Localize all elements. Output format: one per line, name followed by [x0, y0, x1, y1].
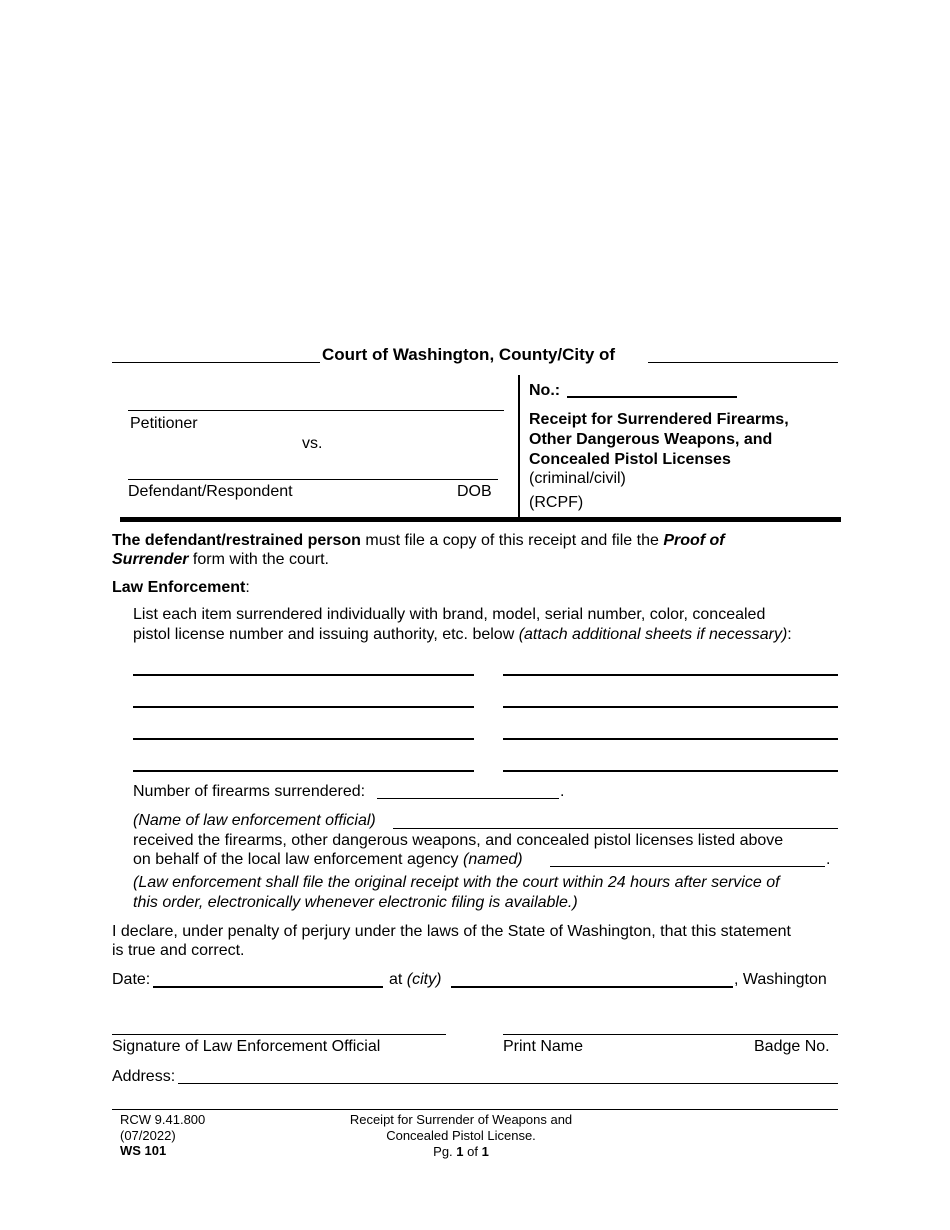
signature-field[interactable] [112, 1034, 446, 1035]
county-field[interactable] [648, 362, 838, 363]
defendant-label: Defendant/Respondent [128, 483, 293, 500]
print-name-label: Print Name [503, 1038, 584, 1055]
page-number: 1 [456, 1144, 464, 1159]
received-line-1: received the firearms, other dangerous weapons, and concealed pistol licenses listed above [133, 832, 784, 849]
received-text: on behalf of the local law enforcement agency [133, 851, 463, 868]
item-field[interactable] [133, 674, 474, 676]
city-label [389, 970, 441, 989]
surrender-word: Surrender [112, 551, 189, 568]
date-label: Date: [112, 971, 151, 988]
page-of: of [463, 1144, 482, 1159]
official-label: (Name of law enforcement official) [133, 812, 376, 829]
case-number-label: No.: [529, 382, 561, 399]
date-field[interactable] [153, 986, 383, 988]
dob-label: DOB [457, 483, 492, 500]
item-field[interactable] [133, 738, 474, 740]
form-title-line: Concealed Pistol Licenses [529, 451, 731, 468]
declaration-line-2: is true and correct. [112, 942, 245, 959]
named-label: (named) [462, 851, 523, 868]
print-name-field[interactable] [503, 1034, 838, 1035]
court-title: Court of Washington, County/City of [322, 345, 616, 364]
address-field[interactable] [178, 1083, 838, 1084]
intro-text: must file a copy of this receipt and file the [360, 532, 664, 549]
page-prefix: Pg. [433, 1144, 457, 1159]
footer-revision: (07/2022) [120, 1128, 176, 1143]
instruction-line-1: List each item surrendered individually with brand, model, serial number, color, concealed [133, 606, 766, 623]
footer-rcw: RCW 9.41.800 [120, 1112, 206, 1127]
caption-divider [518, 375, 520, 517]
form-title [529, 410, 789, 470]
defendant-field[interactable] [128, 479, 498, 480]
instruction-text: pistol license number and issuing authority, etc. below [133, 626, 519, 643]
address-label: Address: [112, 1068, 176, 1085]
law-enforcement-heading-text: Law Enforcement [112, 579, 246, 596]
declaration-line-1: I declare, under penalty of perjury under the laws of the State of Washington, that this statement [112, 923, 791, 940]
at-label: at [389, 971, 407, 988]
filing-note-1: (Law enforcement shall file the original receipt with the court within 24 hours after service of [133, 874, 780, 891]
badge-label: Badge No. [754, 1038, 830, 1055]
form-code: (RCPF) [529, 494, 584, 511]
firearms-count-label: Number of firearms surrendered: [133, 783, 366, 800]
form-title-line: Receipt for Surrendered Firearms, [529, 411, 789, 428]
item-field[interactable] [503, 674, 838, 676]
item-field[interactable] [133, 770, 474, 772]
case-type: (criminal/civil) [529, 470, 626, 487]
instruction-line-2 [133, 625, 792, 644]
footer-page [311, 1144, 611, 1160]
signature-label: Signature of Law Enforcement Official [112, 1038, 381, 1055]
received-line-2 [133, 850, 523, 869]
heading-colon: : [245, 579, 250, 596]
defendant-lead: The defendant/restrained person [112, 532, 361, 549]
count-period: . [560, 783, 565, 800]
form-title-line: Other Dangerous Weapons, and [529, 431, 773, 448]
agency-field[interactable] [550, 866, 825, 867]
court-name-field[interactable] [112, 362, 320, 363]
city-field[interactable] [451, 986, 733, 988]
caption-bottom-rule [120, 517, 841, 522]
footer-title-line: Receipt for Surrender of Weapons and [349, 1112, 573, 1127]
intro-line-2 [112, 550, 329, 569]
case-number-field[interactable] [567, 396, 737, 398]
agency-period: . [826, 851, 831, 868]
official-name-field[interactable] [393, 828, 838, 829]
petitioner-label: Petitioner [130, 415, 198, 432]
item-field[interactable] [503, 770, 838, 772]
instruction-end: : [787, 626, 792, 643]
state-label: , Washington [734, 971, 827, 988]
city-italic: (city) [406, 971, 442, 988]
footer-form-id: WS 101 [120, 1143, 167, 1158]
page-total: 1 [481, 1144, 489, 1159]
item-field[interactable] [133, 706, 474, 708]
vs-label: vs. [302, 435, 323, 452]
petitioner-field[interactable] [128, 410, 504, 411]
intro-text-end: form with the court. [188, 551, 329, 568]
footer-title-line: Concealed Pistol License. [386, 1128, 536, 1143]
item-field[interactable] [503, 738, 838, 740]
footer-center [311, 1112, 611, 1160]
law-enforcement-heading [112, 578, 250, 597]
proof-word: Proof of [663, 532, 725, 549]
instruction-italic: (attach additional sheets if necessary) [518, 626, 788, 643]
footer-rule [112, 1109, 838, 1110]
item-field[interactable] [503, 706, 838, 708]
intro-line-1 [112, 531, 725, 550]
firearms-count-field[interactable] [377, 798, 559, 799]
filing-note-2: this order, electronically whenever electronic filing is available.) [133, 894, 578, 911]
